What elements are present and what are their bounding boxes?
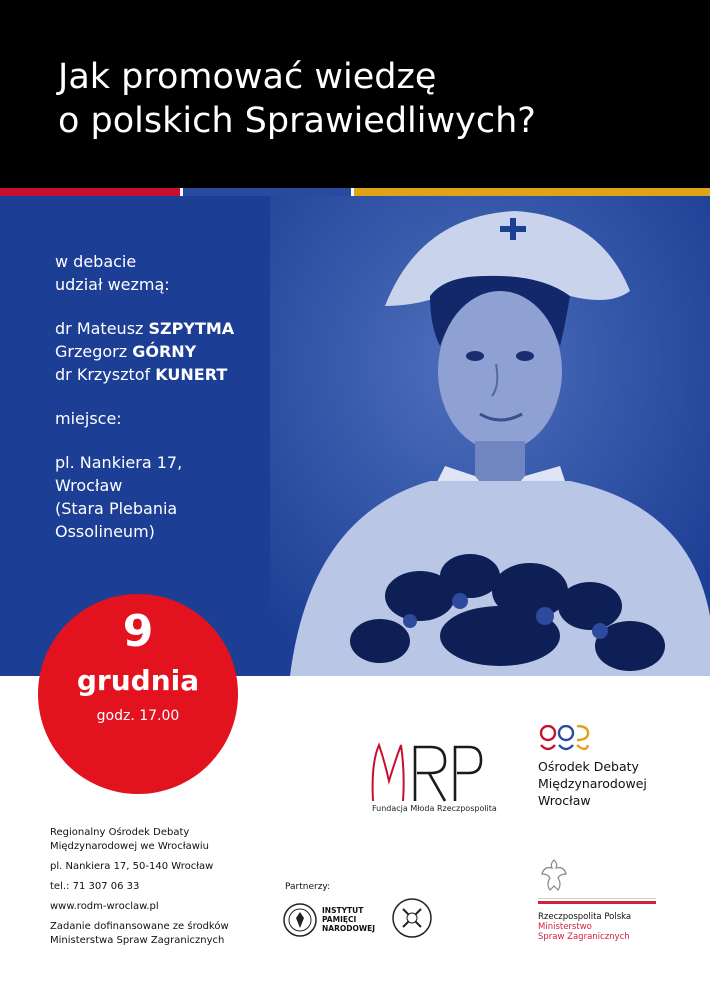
street-address: pl. Nankiera 17, 50-140 Wrocław	[50, 861, 214, 872]
odm-logo	[538, 725, 598, 753]
phone-number: tel.: 71 307 06 33	[50, 881, 140, 892]
place-line-2: Wrocław	[55, 476, 123, 495]
partners-label: Partnerzy:	[285, 882, 331, 892]
place-line-3: (Stara Plebania	[55, 499, 178, 518]
stripe-red	[0, 188, 180, 196]
funding-line-2: Ministerstwa Spraw Zagranicznych	[50, 935, 225, 946]
title-line-1: Jak promować wiedzę	[58, 57, 437, 97]
place-line-1: pl. Nankiera 17,	[55, 453, 183, 472]
eagle-emblem-icon	[540, 858, 568, 892]
speaker-2: Grzegorz GÓRNY	[55, 342, 197, 361]
stripe-gold	[354, 188, 710, 196]
klub-emblem-icon	[391, 897, 433, 939]
stripe-blue	[183, 188, 351, 196]
speaker-1: dr Mateusz SZPYTMA	[55, 319, 235, 338]
place-label: miejsce:	[55, 409, 122, 428]
mrp-logo	[365, 733, 485, 808]
address-block	[50, 826, 229, 948]
mrp-caption: Fundacja Młoda Rzeczpospolita	[372, 804, 497, 813]
odm-text: Ośrodek Debaty Międzynarodowej Wrocław	[538, 759, 647, 808]
date-badge	[38, 594, 238, 794]
nurse-portrait-photo	[270, 196, 710, 676]
date-time: godz. 17.00	[96, 708, 180, 724]
date-day: 9	[122, 606, 154, 657]
funding-line-1: Zadanie dofinansowane ze środków	[50, 921, 229, 932]
event-info	[55, 250, 234, 543]
org-line-1: Regionalny Ośrodek Debaty	[50, 827, 190, 838]
ipn-emblem-icon	[282, 902, 318, 938]
ministry-text: Rzeczpospolita Polska Ministerstwo Spraw Zagranicznych	[538, 912, 632, 942]
ipn-text: INSTYTUT PAMIĘCI NARODOWEJ	[322, 906, 376, 933]
page-title	[58, 55, 536, 143]
intro-line-2: udział wezmą:	[55, 275, 170, 294]
date-month: grudnia	[76, 664, 200, 697]
website-link[interactable]: www.rodm-wroclaw.pl	[50, 901, 159, 912]
intro-line-1: w debacie	[55, 252, 137, 271]
place-line-4: Ossolineum)	[55, 522, 155, 541]
polish-flag-bar	[538, 898, 656, 904]
speaker-3: dr Krzysztof KUNERT	[55, 365, 228, 384]
title-line-2: o polskich Sprawiedliwych?	[58, 101, 536, 141]
org-line-2: Międzynarodowej we Wrocławiu	[50, 841, 210, 852]
